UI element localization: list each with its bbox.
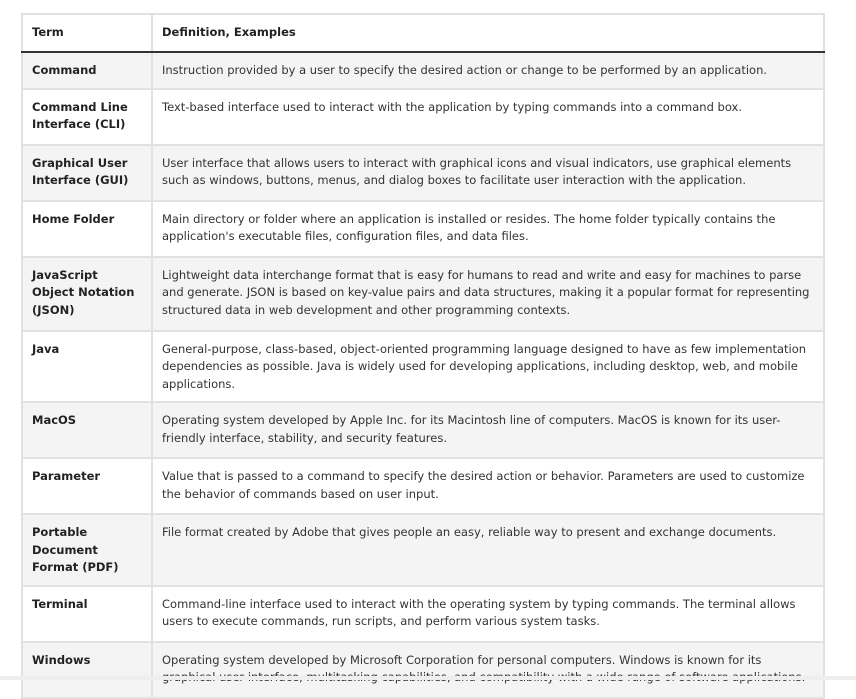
- table-row: [22, 586, 824, 642]
- glossary-table-container: [21, 13, 823, 699]
- definition-cell: Main directory or folder where an application is installed or resides. The home folder typically contains the application's executable files, configuration files, and data files.: [152, 201, 824, 257]
- term-cell: Home Folder: [22, 201, 152, 257]
- table-row: [22, 145, 824, 201]
- definition-cell: Lightweight data interchange format that is easy for humans to read and write and easy for machines to parse and generate. JSON is based on key-value pairs and data structures, making it a popular format for representing structured data in web development and other programming contexts.: [152, 257, 824, 331]
- definition-cell: Operating system developed by Apple Inc. for its Macintosh line of computers. MacOS is known for its user-friendly interface, stability, and security features.: [152, 402, 824, 458]
- definition-cell: Text-based interface used to interact with the application by typing commands into a command box.: [152, 89, 824, 145]
- definition-cell: Instruction provided by a user to specify the desired action or change to be performed by an application.: [152, 52, 824, 89]
- table-row: [22, 201, 824, 257]
- term-cell: Windows: [22, 642, 152, 698]
- table-row: [22, 331, 824, 403]
- table-row: [22, 89, 824, 145]
- definition-cell: File format created by Adobe that gives people an easy, reliable way to present and exchange documents.: [152, 514, 824, 586]
- term-cell: Java: [22, 331, 152, 403]
- glossary-table: [21, 13, 825, 699]
- definition-cell: General-purpose, class-based, object-oriented programming language designed to have as few implementation dependencies as possible. Java is widely used for developing applications, including desktop, web, and mobile applications.: [152, 331, 824, 403]
- term-cell: Terminal: [22, 586, 152, 642]
- bottom-divider: [0, 676, 856, 680]
- header-term: Term: [22, 14, 152, 52]
- table-row: [22, 458, 824, 514]
- table-row: [22, 514, 824, 586]
- table-row: [22, 642, 824, 698]
- term-cell: Command: [22, 52, 152, 89]
- table-header-row: [22, 14, 824, 52]
- table-row: [22, 402, 824, 458]
- term-cell: MacOS: [22, 402, 152, 458]
- header-definition: Definition, Examples: [152, 14, 824, 52]
- definition-cell: Value that is passed to a command to specify the desired action or behavior. Parameters are used to customize the behavior of commands based on user input.: [152, 458, 824, 514]
- term-cell: Graphical User Interface (GUI): [22, 145, 152, 201]
- table-body: [22, 52, 824, 698]
- definition-cell: User interface that allows users to interact with graphical icons and visual indicators, use graphical elements such as windows, buttons, menus, and dialog boxes to facilitate user interaction with the application.: [152, 145, 824, 201]
- term-cell: Parameter: [22, 458, 152, 514]
- table-row: [22, 257, 824, 331]
- term-cell: Command Line Interface (CLI): [22, 89, 152, 145]
- term-cell: Portable Document Format (PDF): [22, 514, 152, 586]
- table-row: [22, 52, 824, 89]
- definition-cell: Operating system developed by Microsoft Corporation for personal computers. Windows is known for its: [152, 642, 824, 698]
- term-cell: JavaScript Object Notation (JSON): [22, 257, 152, 331]
- definition-cell: Command-line interface used to interact with the operating system by typing commands. The terminal allows users to execute commands, run scripts, and perform various system tasks.: [152, 586, 824, 642]
